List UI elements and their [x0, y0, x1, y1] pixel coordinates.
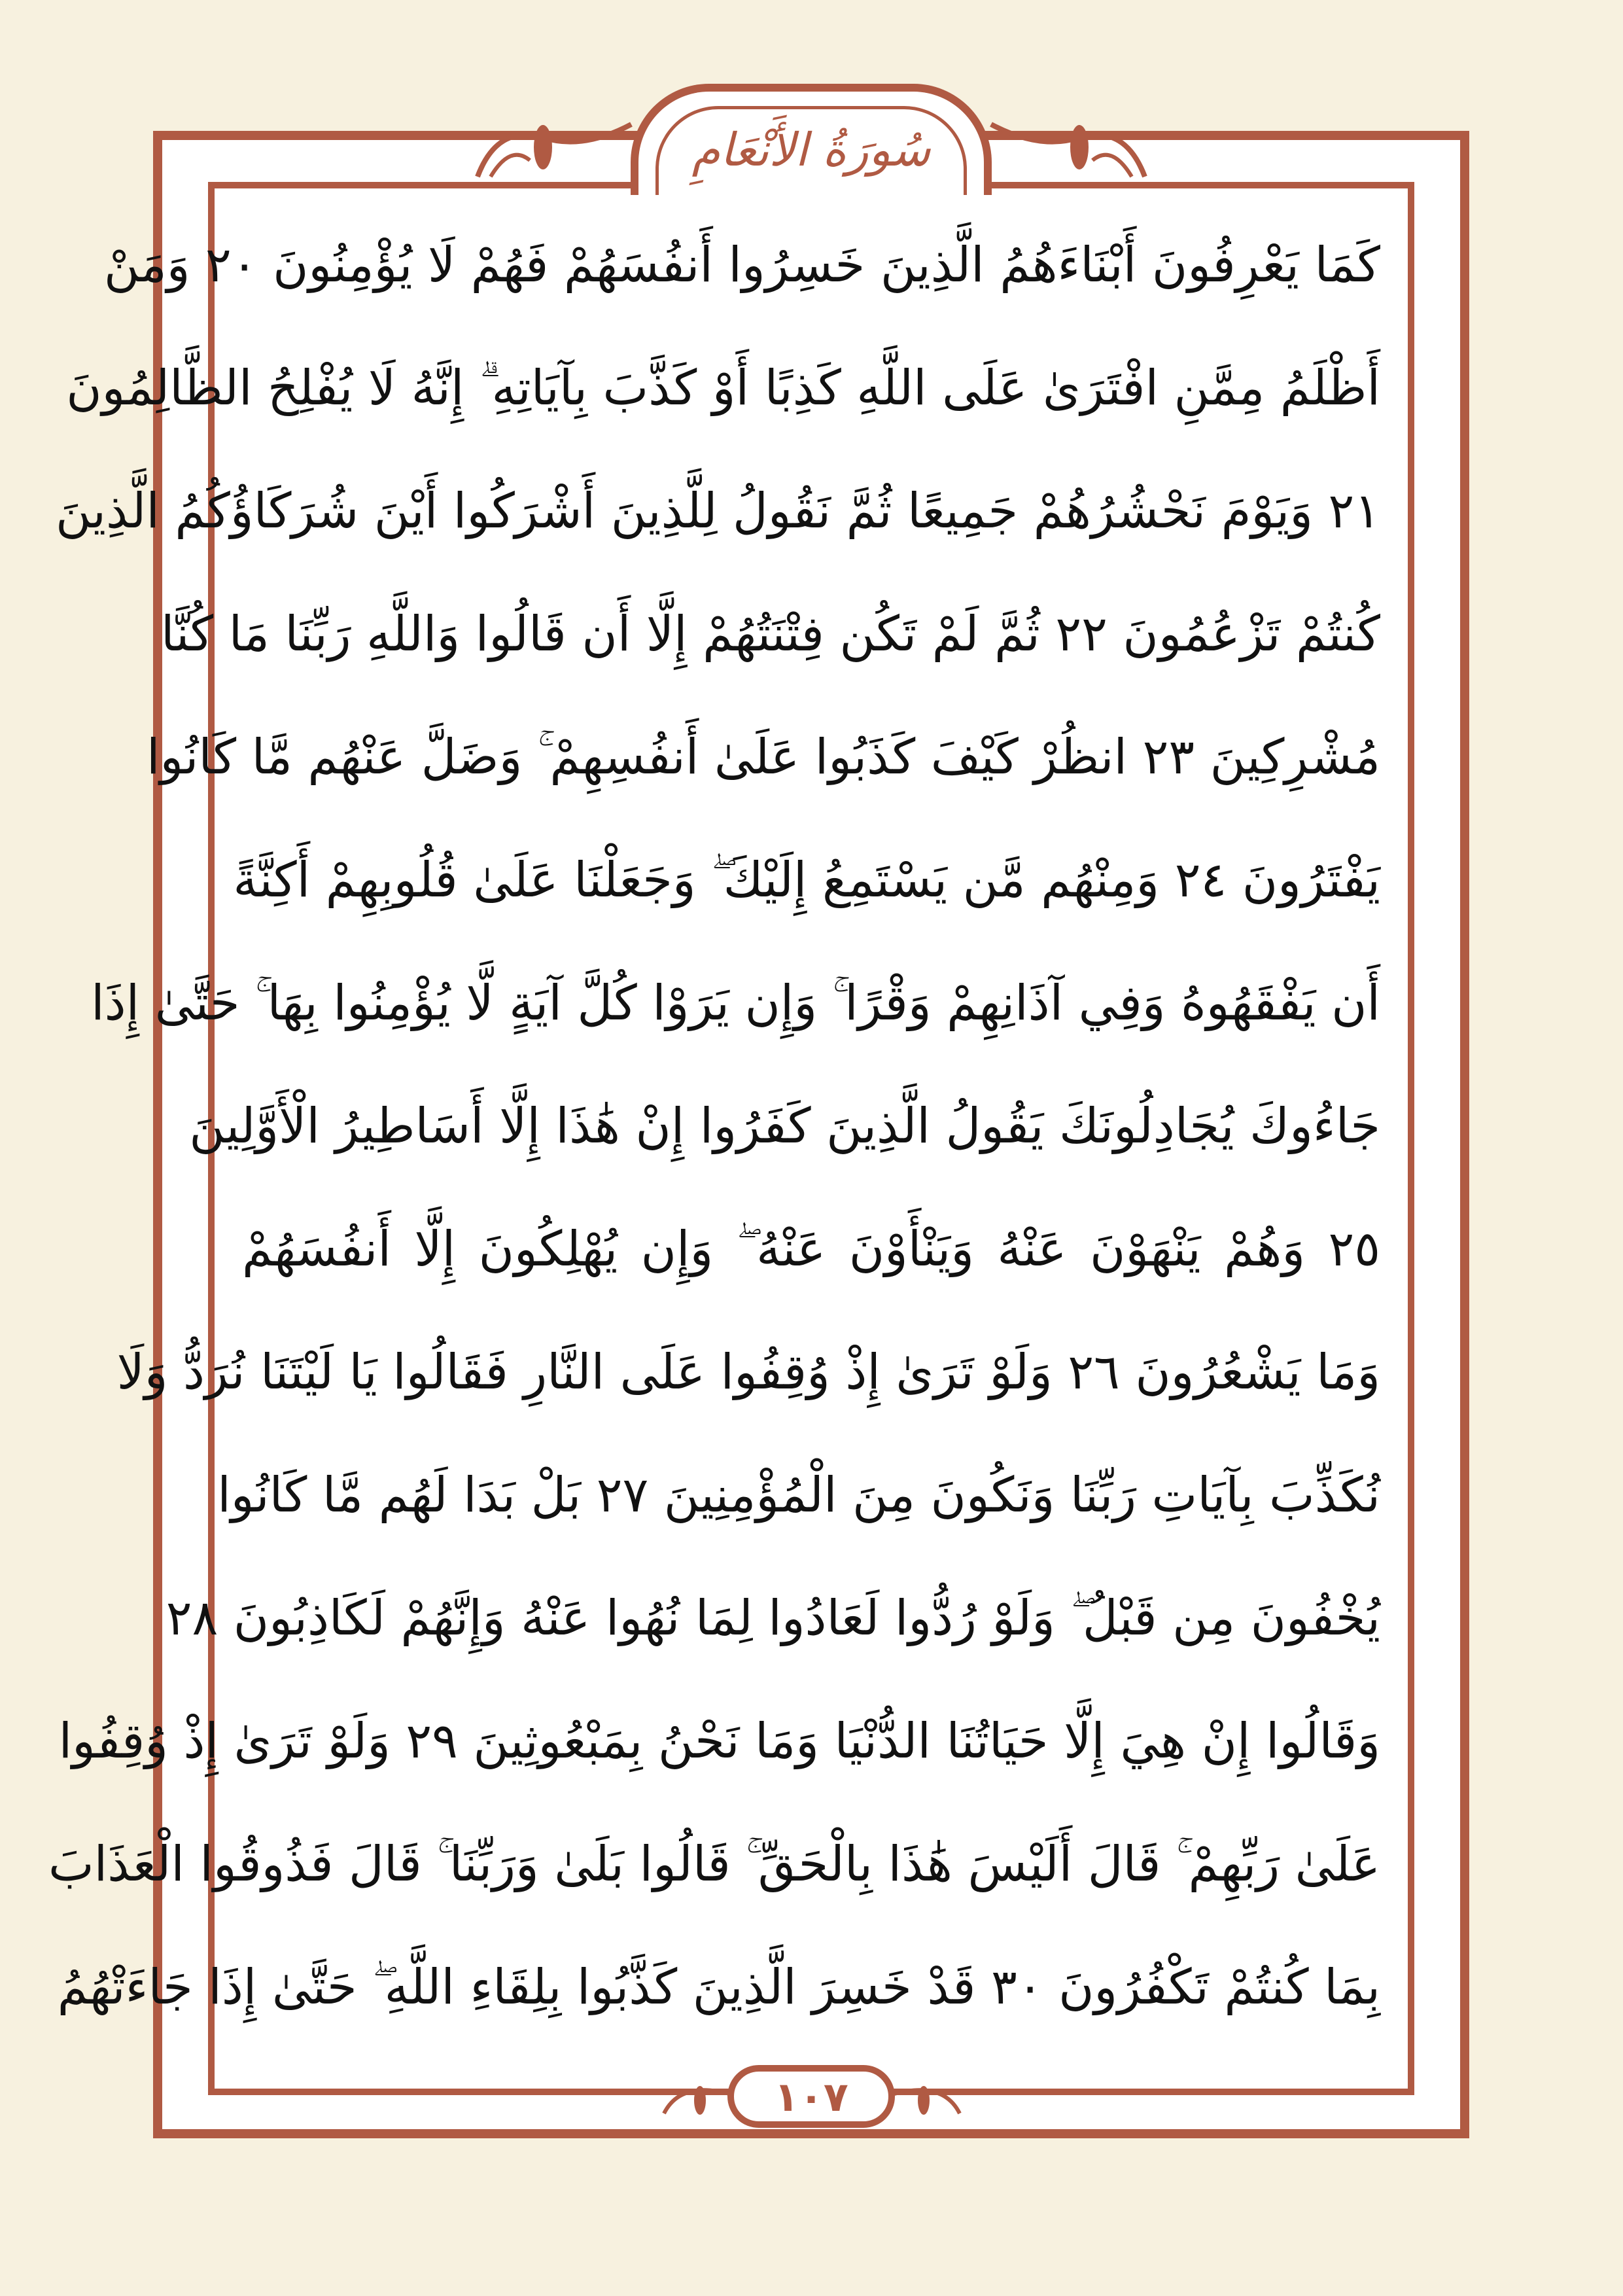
- text-line: يَفْتَرُونَ ٢٤ وَمِنْهُم مَّن يَسْتَمِعُ إِلَيْكَ ۖ وَجَعَلْنَا عَلَىٰ قُلُوبِهِمْ أَكِنَّةً: [233, 852, 1380, 908]
- footer-right-flourish-icon: [891, 2074, 963, 2120]
- quran-text-block: [48, 216, 1380, 2068]
- surah-title: سُورَةُ الأَنْعَامِ: [691, 123, 931, 177]
- footer-left-flourish-icon: [661, 2074, 733, 2120]
- text-line: كُنتُمْ تَزْعُمُونَ ٢٢ ثُمَّ لَمْ تَكُن فِتْنَتُهُمْ إِلَّا أَن قَالُوا وَاللَّهِ رَبِّنَا مَا كُنَّا: [161, 606, 1380, 662]
- page-number-cartouche: [727, 2065, 895, 2128]
- text-line: كَمَا يَعْرِفُونَ أَبْنَاءَهُمُ الَّذِينَ خَسِرُوا أَنفُسَهُمْ فَهُمْ لَا يُؤْمِنُونَ ٢٠ وَمَنْ: [103, 237, 1380, 293]
- surah-title-cartouche: [631, 84, 992, 195]
- header-left-flourish-icon: [471, 98, 635, 183]
- text-line: أَظْلَمُ مِمَّنِ افْتَرَىٰ عَلَى اللَّهِ كَذِبًا أَوْ كَذَّبَ بِآيَاتِهِ ۗ إِنَّهُ لَا يُفْلِحُ الظَّالِمُونَ: [66, 360, 1380, 416]
- text-line: يُخْفُونَ مِن قَبْلُ ۖ وَلَوْ رُدُّوا لَعَادُوا لِمَا نُهُوا عَنْهُ وَإِنَّهُمْ لَكَاذِبُونَ ٢٨: [166, 1590, 1380, 1646]
- text-line: مُشْرِكِينَ ٢٣ انظُرْ كَيْفَ كَذَبُوا عَلَىٰ أَنفُسِهِمْ ۚ وَضَلَّ عَنْهُم مَّا كَانُوا: [146, 729, 1380, 785]
- text-line: وَقَالُوا إِنْ هِيَ إِلَّا حَيَاتُنَا الدُّنْيَا وَمَا نَحْنُ بِمَبْعُوثِينَ ٢٩ وَلَوْ تَرَىٰ إِذْ وُقِفُوا: [58, 1713, 1380, 1769]
- page-number: ١٠٧: [774, 2072, 848, 2121]
- text-line: عَلَىٰ رَبِّهِمْ ۚ قَالَ أَلَيْسَ هَٰذَا بِالْحَقِّ ۚ قَالُوا بَلَىٰ وَرَبِّنَا ۚ قَالَ فَذُوقُوا الْعَذَابَ: [48, 1836, 1380, 1892]
- header-right-flourish-icon: [988, 98, 1151, 183]
- text-line: جَاءُوكَ يُجَادِلُونَكَ يَقُولُ الَّذِينَ كَفَرُوا إِنْ هَٰذَا إِلَّا أَسَاطِيرُ الْأَوَّلِينَ: [189, 1098, 1380, 1154]
- text-line: بِمَا كُنتُمْ تَكْفُرُونَ ٣٠ قَدْ خَسِرَ الَّذِينَ كَذَّبُوا بِلِقَاءِ اللَّهِ ۖ حَتَّىٰ إِذَا جَاءَتْهُمُ: [57, 1959, 1380, 2015]
- text-line: وَمَا يَشْعُرُونَ ٢٦ وَلَوْ تَرَىٰ إِذْ وُقِفُوا عَلَى النَّارِ فَقَالُوا يَا لَيْتَنَا نُرَدُّ وَلَا: [116, 1344, 1380, 1400]
- text-line: ٢١ وَيَوْمَ نَحْشُرُهُمْ جَمِيعًا ثُمَّ نَقُولُ لِلَّذِينَ أَشْرَكُوا أَيْنَ شُرَكَاؤُكُمُ الَّذِينَ: [56, 483, 1380, 539]
- text-line: نُكَذِّبَ بِآيَاتِ رَبِّنَا وَنَكُونَ مِنَ الْمُؤْمِنِينَ ٢٧ بَلْ بَدَا لَهُم مَّا كَانُوا: [217, 1467, 1380, 1523]
- text-line: أَن يَفْقَهُوهُ وَفِي آذَانِهِمْ وَقْرًا ۚ وَإِن يَرَوْا كُلَّ آيَةٍ لَّا يُؤْمِنُوا بِهَا ۚ حَتَّىٰ إِذَا: [91, 975, 1380, 1031]
- text-line: ٢٥ وَهُمْ يَنْهَوْنَ عَنْهُ وَيَنْأَوْنَ عَنْهُ ۖ وَإِن يُهْلِكُونَ إِلَّا أَنفُسَهُمْ: [242, 1221, 1380, 1277]
